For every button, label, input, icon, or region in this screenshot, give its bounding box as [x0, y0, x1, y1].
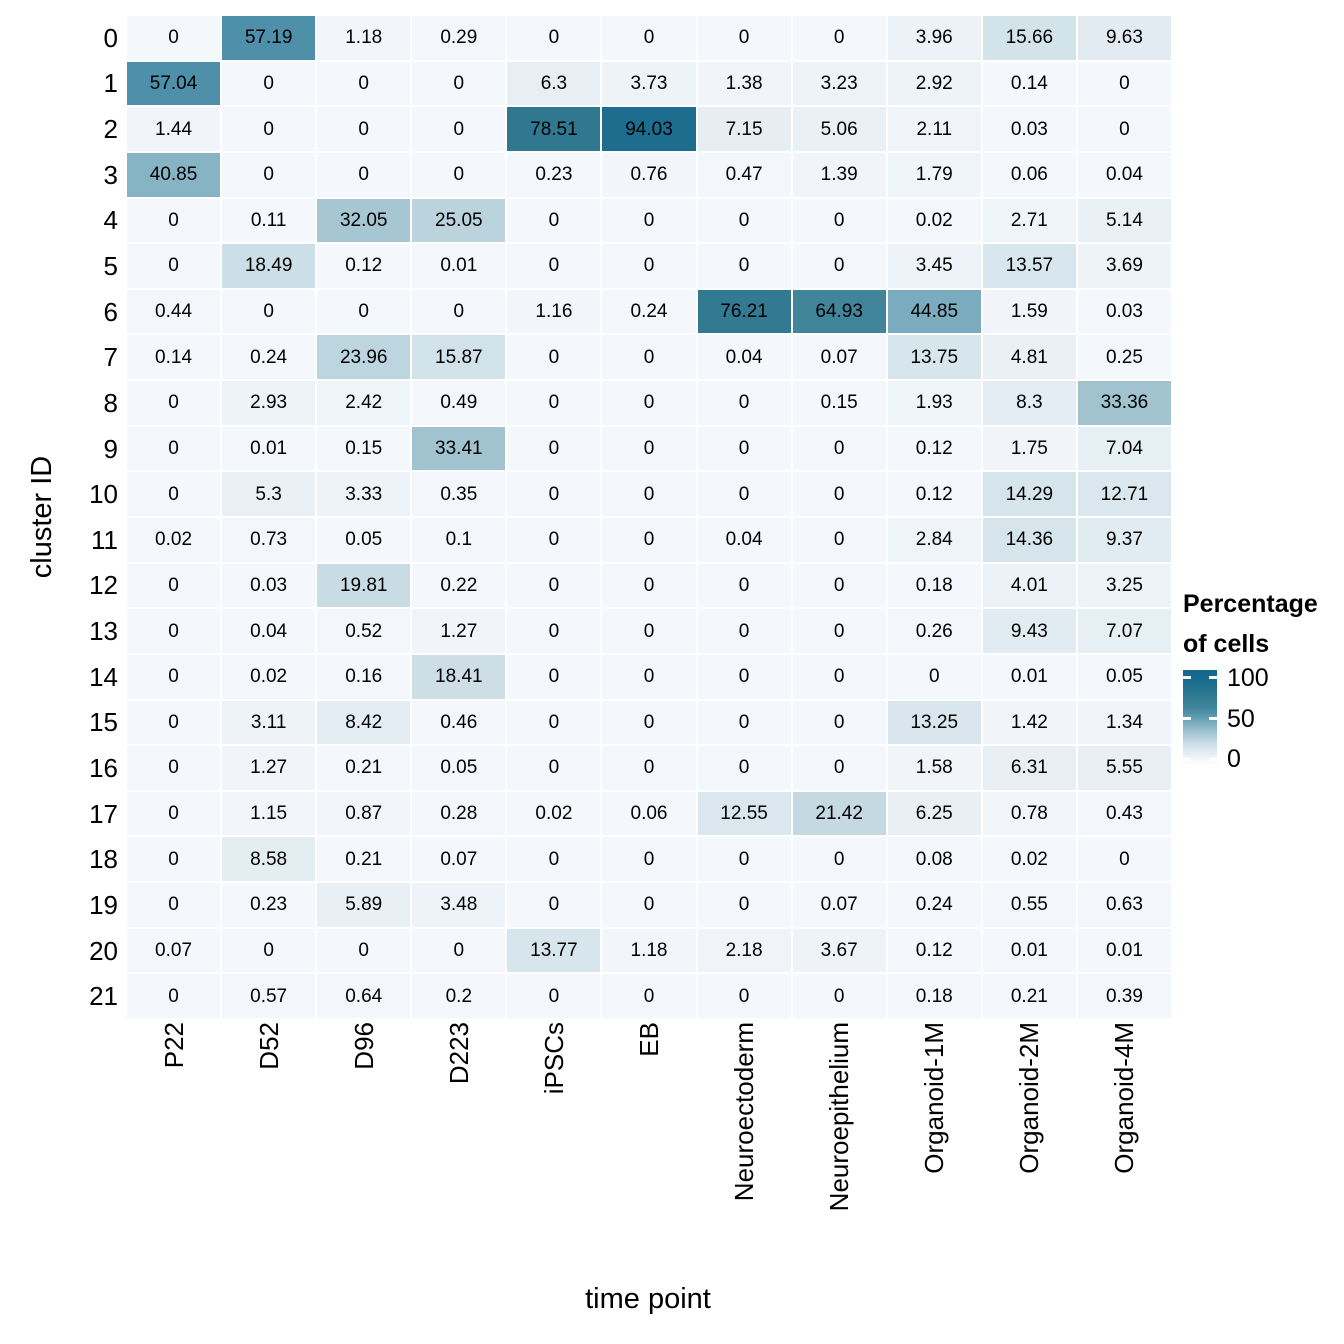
- y-tick-label: 14: [89, 661, 118, 692]
- heatmap-cell: 0: [317, 290, 410, 334]
- heatmap-cell: 1.44: [127, 107, 220, 151]
- heatmap-cell: 0: [698, 746, 791, 790]
- heatmap-cell: 0: [793, 837, 886, 881]
- heatmap-cell: 94.03: [602, 107, 695, 151]
- y-tick-label: 2: [103, 114, 118, 145]
- heatmap-cell: 0.12: [317, 244, 410, 288]
- heatmap-cell: 0: [507, 16, 600, 60]
- heatmap-cell: 0.78: [983, 792, 1076, 836]
- legend-tick-label: 100: [1227, 663, 1269, 692]
- heatmap-cell: 3.25: [1078, 564, 1171, 608]
- heatmap-cell: 0.23: [222, 883, 315, 927]
- heatmap-cell: 0: [507, 655, 600, 699]
- heatmap-cell: 0: [317, 107, 410, 151]
- x-axis-title: time point: [585, 1283, 711, 1315]
- heatmap-cell: 0: [127, 792, 220, 836]
- y-tick-label: 4: [103, 205, 118, 236]
- heatmap-cell: 0.18: [888, 564, 981, 608]
- x-tick-label: P22: [158, 1022, 189, 1069]
- heatmap-cell: 2.71: [983, 199, 1076, 243]
- heatmap-cell: 0.21: [317, 746, 410, 790]
- heatmap-cell: 78.51: [507, 107, 600, 151]
- heatmap-cell: 0.05: [1078, 655, 1171, 699]
- heatmap-cell: 0: [793, 609, 886, 653]
- heatmap-cell: 57.04: [127, 62, 220, 106]
- heatmap-cell: 3.67: [793, 929, 886, 973]
- heatmap-cell: 0: [412, 107, 505, 151]
- y-axis-title: cluster ID: [26, 455, 58, 579]
- heatmap-cell: 0: [793, 655, 886, 699]
- heatmap-cell: 0.24: [222, 335, 315, 379]
- legend-tick-mark: [1209, 717, 1217, 720]
- heatmap-cell: 0.02: [507, 792, 600, 836]
- heatmap-cell: 32.05: [317, 199, 410, 243]
- heatmap-grid: [127, 16, 1171, 1018]
- heatmap-cell: 0: [602, 746, 695, 790]
- heatmap-cell: 0: [602, 564, 695, 608]
- heatmap-cell: 8.58: [222, 837, 315, 881]
- heatmap-cell: 0.87: [317, 792, 410, 836]
- heatmap-cell: 0.01: [412, 244, 505, 288]
- heatmap-cell: 0: [127, 564, 220, 608]
- heatmap-cell: 0: [698, 564, 791, 608]
- heatmap-cell: 0.01: [222, 427, 315, 471]
- heatmap-cell: 0: [507, 427, 600, 471]
- heatmap-cell: 0: [793, 199, 886, 243]
- heatmap-cell: 0: [507, 381, 600, 425]
- heatmap-cell: 0: [127, 472, 220, 516]
- heatmap-cell: 0: [698, 883, 791, 927]
- legend-title-line: of cells: [1183, 630, 1270, 658]
- heatmap-cell: 0: [793, 564, 886, 608]
- heatmap-cell: 1.93: [888, 381, 981, 425]
- heatmap-cell: 0.12: [888, 929, 981, 973]
- heatmap-cell: 0: [793, 427, 886, 471]
- heatmap-cell: 12.71: [1078, 472, 1171, 516]
- heatmap-cell: 0: [602, 381, 695, 425]
- x-tick-label: iPSCs: [538, 1022, 569, 1095]
- heatmap-cell: 0: [127, 427, 220, 471]
- heatmap-cell: 0.47: [698, 153, 791, 197]
- heatmap-cell: 0.05: [317, 518, 410, 562]
- heatmap-cell: 0: [602, 655, 695, 699]
- heatmap-cell: 0: [127, 655, 220, 699]
- heatmap-cell: 0.04: [698, 335, 791, 379]
- y-tick-label: 12: [89, 570, 118, 601]
- heatmap-cell: 0.14: [127, 335, 220, 379]
- heatmap-cell: 0: [602, 16, 695, 60]
- heatmap-cell: 6.3: [507, 62, 600, 106]
- heatmap-cell: 5.89: [317, 883, 410, 927]
- x-tick-label: Neuroepithelium: [824, 1022, 855, 1212]
- heatmap-cell: 0.12: [888, 472, 981, 516]
- heatmap-cell: 0: [222, 62, 315, 106]
- legend-tick-mark: [1183, 717, 1191, 720]
- y-tick-label: 18: [89, 844, 118, 875]
- heatmap-cell: 0: [127, 609, 220, 653]
- heatmap-cell: 0: [793, 701, 886, 745]
- heatmap-cell: 0: [222, 929, 315, 973]
- heatmap-cell: 1.16: [507, 290, 600, 334]
- heatmap-cell: 0: [127, 16, 220, 60]
- heatmap-cell: 0: [698, 16, 791, 60]
- heatmap-cell: 0.06: [602, 792, 695, 836]
- heatmap-cell: 14.29: [983, 472, 1076, 516]
- heatmap-cell: 0: [698, 244, 791, 288]
- heatmap-cell: 0.1: [412, 518, 505, 562]
- y-tick-label: 9: [103, 433, 118, 464]
- heatmap-cell: 5.3: [222, 472, 315, 516]
- heatmap-cell: 13.75: [888, 335, 981, 379]
- heatmap-cell: 0: [127, 701, 220, 745]
- heatmap-cell: 7.15: [698, 107, 791, 151]
- heatmap-cell: 0: [507, 837, 600, 881]
- heatmap-cell: 1.75: [983, 427, 1076, 471]
- heatmap-cell: 9.63: [1078, 16, 1171, 60]
- heatmap-cell: 1.18: [602, 929, 695, 973]
- heatmap-cell: 0.06: [983, 153, 1076, 197]
- heatmap-cell: 5.06: [793, 107, 886, 151]
- heatmap-cell: 0.25: [1078, 335, 1171, 379]
- legend: [1183, 584, 1344, 774]
- heatmap-cell: 3.23: [793, 62, 886, 106]
- y-tick-label: 11: [91, 524, 118, 555]
- legend-tick-label: 0: [1227, 745, 1241, 774]
- heatmap-cell: 0: [412, 290, 505, 334]
- x-tick-label: D96: [348, 1022, 379, 1070]
- heatmap-cell: 0.02: [888, 199, 981, 243]
- heatmap-cell: 3.11: [222, 701, 315, 745]
- heatmap-cell: 0.04: [222, 609, 315, 653]
- heatmap-cell: 5.14: [1078, 199, 1171, 243]
- heatmap-cell: 13.77: [507, 929, 600, 973]
- heatmap-cell: 8.3: [983, 381, 1076, 425]
- heatmap-cell: 1.79: [888, 153, 981, 197]
- heatmap-cell: 0.05: [412, 746, 505, 790]
- x-tick-label: EB: [634, 1022, 664, 1057]
- heatmap-cell: 2.93: [222, 381, 315, 425]
- heatmap-cell: 0: [507, 518, 600, 562]
- heatmap-cell: 0: [507, 472, 600, 516]
- heatmap-cell: 0.08: [888, 837, 981, 881]
- heatmap-cell: 8.42: [317, 701, 410, 745]
- heatmap-cell: 0.2: [412, 974, 505, 1018]
- y-tick-label: 7: [103, 342, 118, 373]
- heatmap-cell: 0: [507, 609, 600, 653]
- y-tick-label: 1: [103, 68, 118, 99]
- heatmap-cell: 0.43: [1078, 792, 1171, 836]
- heatmap-cell: 0: [1078, 837, 1171, 881]
- heatmap-cell: 1.59: [983, 290, 1076, 334]
- heatmap-cell: 14.36: [983, 518, 1076, 562]
- heatmap-cell: 0: [793, 974, 886, 1018]
- y-tick-label: 13: [89, 616, 118, 647]
- heatmap-cell: 13.25: [888, 701, 981, 745]
- heatmap-cell: 0: [412, 929, 505, 973]
- legend-title: [1183, 584, 1344, 664]
- heatmap-cell: 0: [602, 609, 695, 653]
- heatmap-cell: 0: [602, 244, 695, 288]
- heatmap-cell: 0: [317, 153, 410, 197]
- heatmap-cell: 0.16: [317, 655, 410, 699]
- y-tick-label: 5: [103, 251, 118, 281]
- heatmap-cell: 4.01: [983, 564, 1076, 608]
- heatmap-cell: 0.07: [127, 929, 220, 973]
- heatmap-cell: 40.85: [127, 153, 220, 197]
- heatmap-cell: 0: [127, 244, 220, 288]
- heatmap-cell: 1.42: [983, 701, 1076, 745]
- y-tick-label: 17: [89, 798, 118, 829]
- heatmap-cell: 0.35: [412, 472, 505, 516]
- heatmap-cell: 12.55: [698, 792, 791, 836]
- heatmap-cell: 0.04: [698, 518, 791, 562]
- heatmap-cell: 3.73: [602, 62, 695, 106]
- heatmap-cell: 0.63: [1078, 883, 1171, 927]
- y-tick-label: 0: [103, 22, 118, 53]
- heatmap-cell: 3.45: [888, 244, 981, 288]
- heatmap-cell: 0: [793, 746, 886, 790]
- y-tick-label: 16: [89, 753, 118, 783]
- heatmap-cell: 2.11: [888, 107, 981, 151]
- heatmap-cell: 4.81: [983, 335, 1076, 379]
- heatmap-cell: 0.15: [793, 381, 886, 425]
- heatmap-cell: 0.12: [888, 427, 981, 471]
- heatmap-cell: 0: [1078, 62, 1171, 106]
- heatmap-cell: 0.01: [983, 655, 1076, 699]
- heatmap-cell: 9.37: [1078, 518, 1171, 562]
- y-tick-label: 3: [103, 159, 118, 190]
- heatmap-cell: 0.07: [793, 335, 886, 379]
- heatmap-cell: 0.76: [602, 153, 695, 197]
- heatmap-cell: 3.96: [888, 16, 981, 60]
- heatmap-cell: 0.24: [888, 883, 981, 927]
- heatmap-cell: 0.23: [507, 153, 600, 197]
- heatmap-cell: 0.21: [317, 837, 410, 881]
- heatmap-cell: 25.05: [412, 199, 505, 243]
- heatmap-cell: 0.03: [983, 107, 1076, 151]
- heatmap-cell: 0: [698, 701, 791, 745]
- heatmap-cell: 57.19: [222, 16, 315, 60]
- heatmap-cell: 3.69: [1078, 244, 1171, 288]
- x-tick-label: Organoid-2M: [1014, 1022, 1045, 1174]
- heatmap-cell: 0.03: [222, 564, 315, 608]
- heatmap-cell: 0: [698, 199, 791, 243]
- heatmap-cell: 0.22: [412, 564, 505, 608]
- heatmap-cell: 0: [602, 883, 695, 927]
- heatmap-cell: 0: [507, 883, 600, 927]
- heatmap-cell: 13.57: [983, 244, 1076, 288]
- heatmap-cell: 1.15: [222, 792, 315, 836]
- y-tick-label: 6: [103, 296, 118, 327]
- heatmap-cell: 0.57: [222, 974, 315, 1018]
- heatmap-cell: 19.81: [317, 564, 410, 608]
- heatmap-cell: 0.03: [1078, 290, 1171, 334]
- heatmap-cell: 6.31: [983, 746, 1076, 790]
- heatmap-cell: 0: [317, 929, 410, 973]
- legend-tick-mark: [1183, 758, 1191, 761]
- heatmap-cell: 0.52: [317, 609, 410, 653]
- heatmap-cell: 3.48: [412, 883, 505, 927]
- heatmap-cell: 76.21: [698, 290, 791, 334]
- heatmap-cell: 1.58: [888, 746, 981, 790]
- heatmap-cell: 0.01: [983, 929, 1076, 973]
- heatmap-cell: 1.18: [317, 16, 410, 60]
- heatmap-cell: 0.02: [983, 837, 1076, 881]
- heatmap-cell: 0.24: [602, 290, 695, 334]
- heatmap-cell: 18.41: [412, 655, 505, 699]
- heatmap-cell: 0: [317, 62, 410, 106]
- heatmap-cell: 21.42: [793, 792, 886, 836]
- heatmap-cell: 1.34: [1078, 701, 1171, 745]
- heatmap-cell: 7.04: [1078, 427, 1171, 471]
- heatmap-cell: 0: [507, 564, 600, 608]
- heatmap-cell: 0.44: [127, 290, 220, 334]
- x-tick-label: D223: [443, 1022, 474, 1085]
- heatmap-cell: 0: [793, 518, 886, 562]
- heatmap-cell: 0: [602, 335, 695, 379]
- legend-tick-mark: [1209, 676, 1217, 679]
- x-tick-label: D52: [253, 1022, 284, 1070]
- heatmap-cell: 0: [127, 381, 220, 425]
- heatmap-cell: 0: [698, 472, 791, 516]
- legend-tick-mark: [1183, 676, 1191, 679]
- heatmap-cell: 0: [507, 199, 600, 243]
- heatmap-cell: 0: [698, 427, 791, 471]
- heatmap-cell: 0.11: [222, 199, 315, 243]
- heatmap-cell: 0: [507, 335, 600, 379]
- heatmap-cell: 2.92: [888, 62, 981, 106]
- heatmap-cell: 0.29: [412, 16, 505, 60]
- heatmap-cell: 0: [602, 974, 695, 1018]
- heatmap-cell: 0.28: [412, 792, 505, 836]
- heatmap-cell: 0: [507, 244, 600, 288]
- heatmap-cell: 0.55: [983, 883, 1076, 927]
- heatmap-cell: 15.87: [412, 335, 505, 379]
- heatmap-cell: 0: [222, 107, 315, 151]
- heatmap-cell: 0.49: [412, 381, 505, 425]
- y-tick-label: 15: [89, 707, 118, 738]
- heatmap-cell: 0: [888, 655, 981, 699]
- heatmap-cell: 0: [602, 701, 695, 745]
- heatmap-cell: 0.64: [317, 974, 410, 1018]
- heatmap-cell: 0.18: [888, 974, 981, 1018]
- heatmap-cell: 0: [127, 974, 220, 1018]
- heatmap-cell: 2.84: [888, 518, 981, 562]
- heatmap-cell: 23.96: [317, 335, 410, 379]
- heatmap-cell: 0: [602, 199, 695, 243]
- heatmap-cell: 0.39: [1078, 974, 1171, 1018]
- heatmap-cell: 0: [222, 290, 315, 334]
- heatmap-cell: 0: [793, 472, 886, 516]
- heatmap-cell: 0.07: [793, 883, 886, 927]
- heatmap-cell: 0.46: [412, 701, 505, 745]
- heatmap-cell: 0: [793, 16, 886, 60]
- legend-tick-mark: [1209, 758, 1217, 761]
- heatmap-cell: 0.14: [983, 62, 1076, 106]
- heatmap-cell: 0: [127, 199, 220, 243]
- y-tick-label: 20: [89, 935, 118, 966]
- heatmap-cell: 0: [412, 62, 505, 106]
- heatmap-cell: 0.02: [127, 518, 220, 562]
- x-tick-label: Organoid-1M: [919, 1022, 950, 1174]
- heatmap-cell: 0.04: [1078, 153, 1171, 197]
- heatmap-cell: 44.85: [888, 290, 981, 334]
- y-tick-label: 10: [89, 479, 118, 510]
- heatmap-cell: 0.21: [983, 974, 1076, 1018]
- heatmap-cell: 0: [602, 472, 695, 516]
- heatmap-cell: 0: [698, 609, 791, 653]
- y-tick-label: 21: [89, 981, 118, 1012]
- heatmap-cell: 64.93: [793, 290, 886, 334]
- heatmap-cell: 9.43: [983, 609, 1076, 653]
- heatmap-cell: 0: [127, 837, 220, 881]
- heatmap-cell: 0.01: [1078, 929, 1171, 973]
- heatmap-cell: 0: [698, 837, 791, 881]
- heatmap-cell: 0.15: [317, 427, 410, 471]
- heatmap-cell: 6.25: [888, 792, 981, 836]
- heatmap-cell: 0: [602, 427, 695, 471]
- legend-title-line: Percentage: [1183, 590, 1318, 618]
- heatmap-cell: 33.36: [1078, 381, 1171, 425]
- heatmap-cell: 0: [698, 381, 791, 425]
- y-tick-label: 8: [103, 387, 118, 418]
- heatmap-cell: 0.26: [888, 609, 981, 653]
- heatmap-cell: 0: [412, 153, 505, 197]
- heatmap-cell: 33.41: [412, 427, 505, 471]
- heatmap-cell: 2.18: [698, 929, 791, 973]
- heatmap-cell: 0: [793, 244, 886, 288]
- heatmap-cell: 0.02: [222, 655, 315, 699]
- heatmap-cell: 1.27: [222, 746, 315, 790]
- heatmap-cell: 7.07: [1078, 609, 1171, 653]
- heatmap-cell: 0: [127, 746, 220, 790]
- heatmap-cell: 0: [698, 974, 791, 1018]
- x-tick-label: Neuroectoderm: [729, 1022, 760, 1202]
- heatmap-cell: 2.42: [317, 381, 410, 425]
- heatmap-cell: 0: [507, 746, 600, 790]
- x-tick-label: Organoid-4M: [1109, 1022, 1140, 1174]
- legend-colorbar: [1183, 663, 1269, 774]
- heatmap-cell: 1.38: [698, 62, 791, 106]
- heatmap-cell: 0: [222, 153, 315, 197]
- heatmap-cell: 0: [698, 655, 791, 699]
- heatmap-cell: 18.49: [222, 244, 315, 288]
- heatmap-cell: 0: [602, 518, 695, 562]
- heatmap-cell: 0: [1078, 107, 1171, 151]
- heatmap-cell: 0: [507, 701, 600, 745]
- heatmap-cell: 0: [602, 837, 695, 881]
- heatmap-cell: 1.39: [793, 153, 886, 197]
- heatmap-cell: 0: [127, 883, 220, 927]
- heatmap-cell: 0: [507, 974, 600, 1018]
- heatmap-cell: 5.55: [1078, 746, 1171, 790]
- heatmap-cell: 15.66: [983, 16, 1076, 60]
- legend-tick-label: 50: [1227, 704, 1255, 733]
- heatmap-cell: 0.73: [222, 518, 315, 562]
- heatmap-cell: 0.07: [412, 837, 505, 881]
- heatmap-cell: 3.33: [317, 472, 410, 516]
- heatmap-cell: 1.27: [412, 609, 505, 653]
- y-tick-label: 19: [89, 889, 118, 920]
